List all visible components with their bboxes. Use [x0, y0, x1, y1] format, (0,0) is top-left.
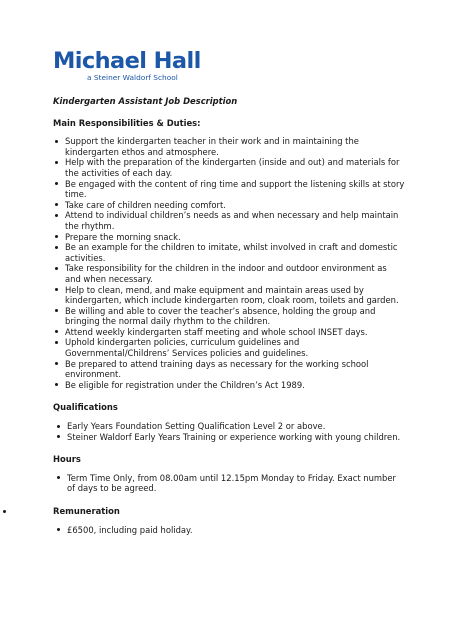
remuneration-list [53, 525, 405, 536]
responsibilities-list [53, 136, 405, 390]
list-item: Prepare the morning snack. [53, 232, 405, 243]
document-body [53, 96, 405, 535]
list-item: Term Time Only, from 08.00am until 12.15pm Monday to Friday. Exact number of days to be agreed. [53, 473, 405, 494]
remuneration-heading: Remuneration [53, 506, 120, 516]
hours-list [53, 473, 405, 494]
qualifications-list [53, 421, 405, 442]
document-title: Kindergarten Assistant Job Description [53, 96, 238, 106]
list-item: Take care of children needing comfort. [53, 200, 405, 211]
list-item: Be eligible for registration under the Children’s Act 1989. [53, 380, 405, 391]
responsibilities-heading: Main Responsibilities & Duties: [53, 117, 201, 128]
list-item: Attend to individual children’s needs as and when necessary and help maintain the rhythm. [53, 210, 405, 231]
margin-bullet-mark [3, 510, 6, 513]
list-item: Take responsibility for the children in the indoor and outdoor environment as and when necessary. [53, 263, 405, 284]
list-item: Support the kindergarten teacher in their work and in maintaining the kindergarten ethos and atmosphere. [53, 136, 405, 157]
list-item: Be prepared to attend training days as necessary for the working school environment. [53, 359, 405, 380]
list-item: Steiner Waldorf Early Years Training or experience working with young children. [53, 432, 405, 443]
list-item: Attend weekly kindergarten staff meeting and whole school INSET days. [53, 327, 405, 338]
qualifications-heading: Qualifications [53, 402, 118, 413]
list-item: Help with the preparation of the kindergarten (inside and out) and materials for the activities of each day. [53, 157, 405, 178]
school-logo [53, 48, 201, 82]
list-item: Be an example for the children to imitate, whilst involved in craft and domestic activities. [53, 242, 405, 263]
list-item: Help to clean, mend, and make equipment and maintain areas used by kindergarten, which include kindergarten room, cloak room, toilets and garden. [53, 285, 405, 306]
list-item: Uphold kindergarten policies, curriculum guidelines and Governmental/Childrens’ Services policies and guidelines. [53, 337, 405, 358]
logo-tagline: a Steiner Waldorf School [87, 73, 178, 82]
list-item: Be engaged with the content of ring time and support the listening skills at story time. [53, 179, 405, 200]
logo-name: Michael Hall [53, 48, 201, 74]
list-item: £6500, including paid holiday. [53, 525, 405, 536]
list-item: Be willing and able to cover the teacher’s absence, holding the group and bringing the normal daily rhythm to the children. [53, 306, 405, 327]
list-item: Early Years Foundation Setting Qualification Level 2 or above. [53, 421, 405, 432]
hours-heading: Hours [53, 454, 81, 465]
